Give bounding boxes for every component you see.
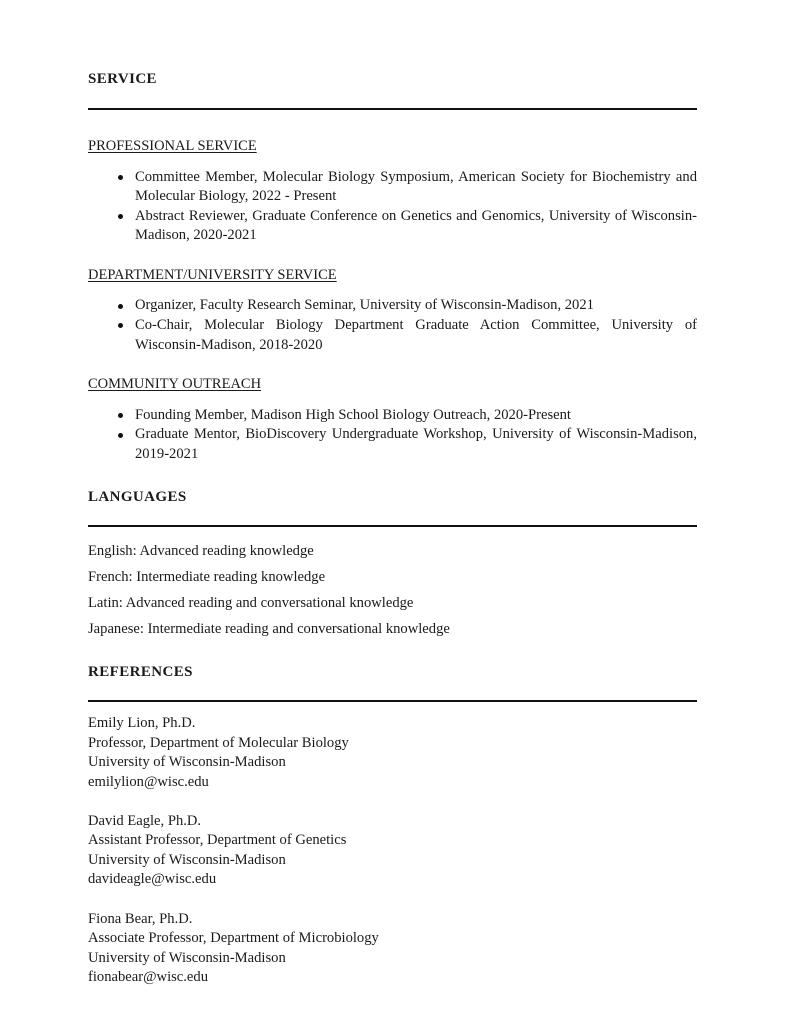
reference-institution: University of Wisconsin-Madison	[88, 754, 286, 771]
reference-title: Professor, Department of Molecular Biology	[88, 734, 349, 751]
reference-name: David Eagle, Ph.D.	[88, 813, 202, 830]
reference-email[interactable]: davideagle@wisc.edu	[88, 871, 217, 888]
language-entry: English: Advanced reading knowledge	[88, 543, 314, 560]
list-item	[88, 316, 697, 355]
section-heading-service: SERVICE	[88, 71, 157, 87]
reference-entry	[88, 910, 697, 988]
bullet-icon	[118, 323, 123, 328]
section-heading-references: REFERENCES	[88, 664, 193, 681]
reference-name: Emily Lion, Ph.D.	[88, 715, 196, 732]
list-department-university-service	[88, 296, 697, 355]
bullet-icon	[118, 214, 123, 219]
list-item	[88, 296, 697, 316]
reference-title: Assistant Professor, Department of Genetics	[88, 832, 347, 849]
list-item-text: Committee Member, Molecular Biology Symposium, American Society for Biochemistry and Molecular Biology, 2022 - Present	[135, 168, 697, 205]
subsection-heading-community-outreach: COMMUNITY OUTREACH	[88, 376, 262, 393]
list-languages	[88, 538, 697, 642]
resume-page	[88, 0, 697, 987]
list-item	[88, 406, 697, 426]
language-entry: Japanese: Intermediate reading and conversational knowledge	[88, 621, 450, 638]
language-entry: Latin: Advanced reading and conversational knowledge	[88, 595, 414, 612]
reference-institution: University of Wisconsin-Madison	[88, 949, 286, 966]
reference-entry	[88, 812, 697, 890]
subsection-heading-professional-service: PROFESSIONAL SERVICE	[88, 138, 257, 154]
reference-entry	[88, 714, 697, 792]
list-item	[88, 207, 697, 246]
reference-institution: University of Wisconsin-Madison	[88, 851, 286, 868]
bullet-icon	[118, 304, 123, 309]
section-heading-languages: LANGUAGES	[88, 489, 187, 506]
list-item-text: Co-Chair, Molecular Biology Department Graduate Action Committee, University of Wisconsin-Madison, 2018-2020	[135, 316, 697, 353]
list-item-text: Organizer, Faculty Research Seminar, University of Wisconsin-Madison, 2021	[135, 297, 594, 314]
list-professional-service	[88, 168, 697, 246]
bullet-icon	[118, 175, 123, 180]
bullet-icon	[118, 433, 123, 438]
reference-title: Associate Professor, Department of Microbiology	[88, 930, 379, 947]
reference-email[interactable]: emilylion@wisc.edu	[88, 773, 209, 790]
subsection-heading-department-university-service: DEPARTMENT/UNIVERSITY SERVICE	[88, 266, 337, 283]
reference-email[interactable]: fionabear@wisc.edu	[88, 968, 209, 985]
language-entry: French: Intermediate reading knowledge	[88, 569, 326, 586]
list-item-text: Abstract Reviewer, Graduate Conference on Genetics and Genomics, University of Wisconsin-Madison, 2020-2021	[135, 207, 697, 244]
list-item	[88, 168, 697, 207]
list-item	[88, 425, 697, 464]
list-item-text: Graduate Mentor, BioDiscovery Undergraduate Workshop, University of Wisconsin-Madison, 2019-2021	[135, 426, 697, 462]
bullet-icon	[118, 413, 123, 418]
list-community-outreach	[88, 406, 697, 465]
reference-name: Fiona Bear, Ph.D.	[88, 910, 193, 927]
list-item-text: Founding Member, Madison High School Biology Outreach, 2020-Present	[135, 406, 571, 423]
